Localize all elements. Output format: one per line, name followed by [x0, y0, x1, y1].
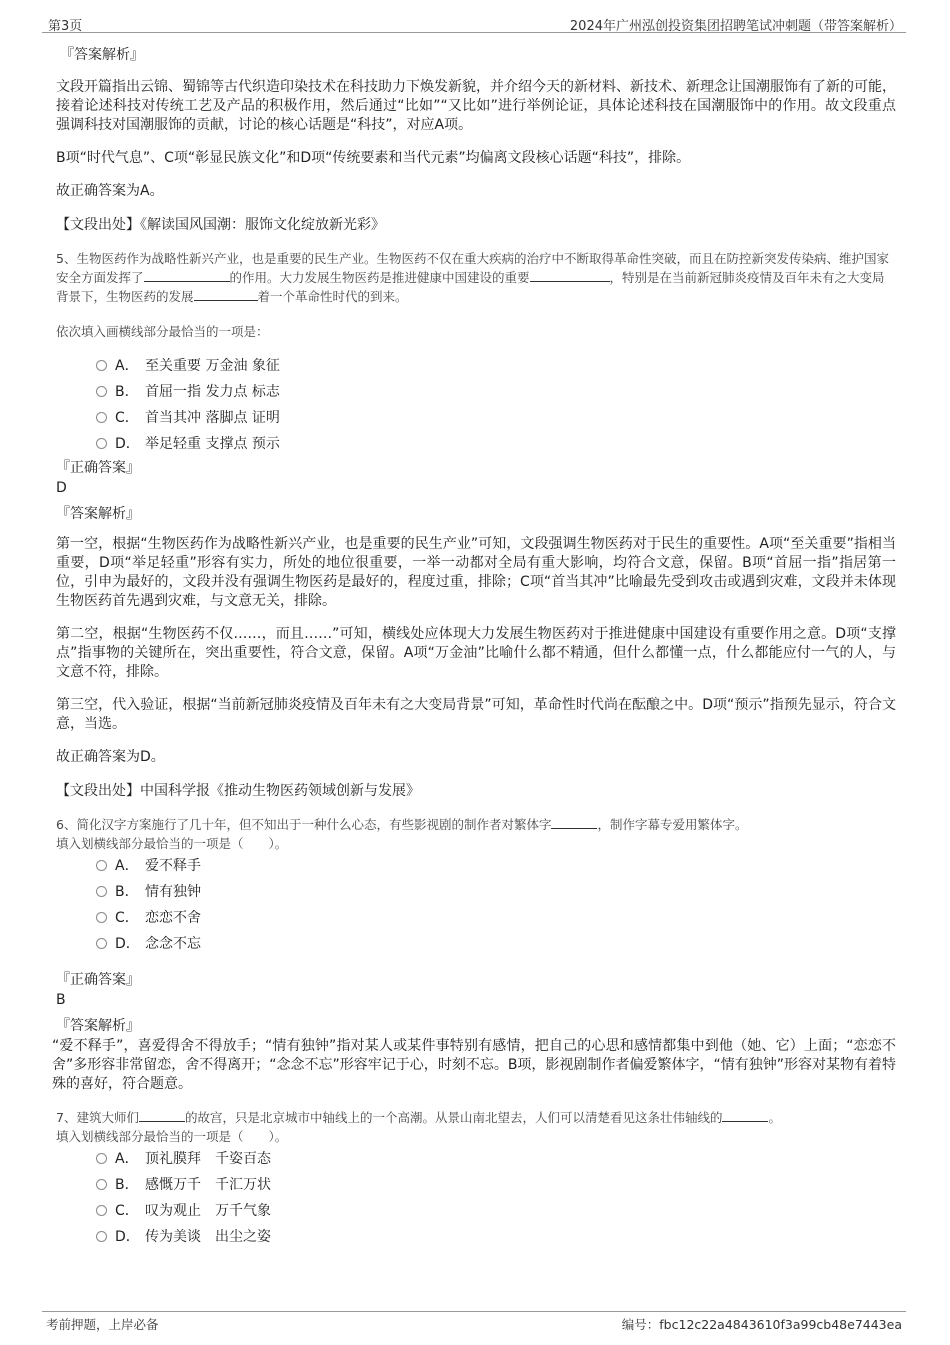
- radio-icon[interactable]: [96, 912, 107, 923]
- q5-analysis-label: 『答案解析』: [56, 506, 140, 522]
- q7-option-b[interactable]: B． 感慨万千 千汇万状: [96, 1172, 896, 1198]
- q7-blank-1: [139, 1108, 185, 1122]
- q6-option-a[interactable]: A． 爱不释手: [96, 853, 896, 879]
- q5-option-b[interactable]: B． 首屈一指 发力点 标志: [96, 379, 896, 405]
- q5-option-a[interactable]: A． 至关重要 万金油 象征: [96, 353, 896, 379]
- q5-analysis-p2: 第二空，根据“生物医药不仅……，而且……”可知，横线处应体现大力发展生物医药对于推进健康中国建设有重要作用之意。D项“支撑点”指事物的关键所在，突出重要性，符合文意，保留。A项“万金油”比喻什么都不精通，但什么都懂一点，什么都能应付一气的人，与文意不符，排除。: [56, 626, 896, 680]
- q7-option-d[interactable]: D． 传为美谈 出尘之姿: [96, 1224, 896, 1250]
- q5-source: 【文段出处】中国科学报《推动生物医药领域创新与发展》: [56, 783, 420, 799]
- q5-analysis-p1: 第一空，根据“生物医药作为战略性新兴产业，也是重要的民生产业”可知，文段强调生物医药对于民生的重要性。A项“至关重要”指相当重要，D项“举足轻重”形容有实力，所处的地位很重要，一举一动都对全局有重大影响，均符合文意，保留。B项“首屈一指”指居第一位，引申为最好的，文段并没有强调生物医药是最好的，程度过重，排除；C项“首当其冲”比喻最先受到攻击或遇到灾难，文段并未体现生物医药首先遇到灾难，与文意无关，排除。: [56, 536, 896, 609]
- q7-blank-2: [722, 1108, 768, 1122]
- radio-icon[interactable]: [96, 1153, 107, 1164]
- q4-analysis-p3: 故正确答案为A。: [56, 183, 164, 199]
- q7-option-a[interactable]: A． 顶礼膜拜 千姿百态: [96, 1146, 896, 1172]
- q6-analysis-label: 『答案解析』: [56, 1018, 140, 1034]
- q6-answer-label: 『正确答案』: [56, 972, 140, 988]
- radio-icon[interactable]: [96, 938, 107, 949]
- q6-option-d[interactable]: D． 念念不忘: [96, 931, 896, 957]
- q5-answer: D: [56, 480, 67, 496]
- q4-analysis-p2: B项“时代气息”、C项“彰显民族文化”和D项“传统要素和当代元素”均偏离文段核心话题“科技”，排除。: [56, 150, 691, 166]
- q5-analysis-p4: 故正确答案为D。: [56, 749, 165, 765]
- q5-option-d[interactable]: D． 举足轻重 支撑点 预示: [96, 431, 896, 457]
- q6-analysis-p1: “爱不释手”，喜爱得舍不得放手；“情有独钟”指对某人或某件事特别有感情，把自己的心思和感情都集中到他（她、它）上面；“恋恋不舍”多形容非常留恋，舍不得离开；“念念不忘”形容牢记于心，时刻不忘。B项，影视剧制作者偏爱繁体字，“情有独钟”形容对某物有着特殊的喜好，符合题意。: [52, 1038, 896, 1092]
- q6-hint: 填入划横线部分最恰当的一项是（ ）。: [56, 836, 288, 851]
- radio-icon[interactable]: [96, 438, 107, 449]
- radio-icon[interactable]: [96, 412, 107, 423]
- q7-option-c[interactable]: C． 叹为观止 万千气象: [96, 1198, 896, 1224]
- q5-hint: 依次填入画横线部分最恰当的一项是：: [56, 324, 269, 339]
- q5-blank-1: [144, 268, 230, 282]
- q5-blank-2: [530, 268, 610, 282]
- q6-blank: [551, 815, 597, 829]
- radio-icon[interactable]: [96, 1231, 107, 1242]
- document-code: 编号：fbc12c22a4843610f3a99cb48e7443ea: [621, 1317, 902, 1332]
- footer-slogan: 考前押题，上岸必备: [46, 1317, 159, 1332]
- radio-icon[interactable]: [96, 1179, 107, 1190]
- radio-icon[interactable]: [96, 386, 107, 397]
- q5-answer-label: 『正确答案』: [56, 460, 140, 476]
- q7-stem: 7、建筑大师们 的故宫，只是北京城市中轴线上的一个高潮。从景山南北望去，人们可以清楚看见这条壮伟轴线的 。: [56, 1110, 781, 1125]
- radio-icon[interactable]: [96, 1205, 107, 1216]
- q5-analysis-p3: 第三空，代入验证，根据“当前新冠肺炎疫情及百年未有之大变局背景”可知，革命性时代尚在酝酿之中。D项“预示”指预先显示，符合文意，当选。: [56, 697, 896, 732]
- q6-stem: 6、简化汉字方案施行了几十年，但不知出于一种什么心态，有些影视剧的制作者对繁体字 ，制作字幕专爱用繁体字。: [56, 817, 748, 832]
- q4-analysis-p1: 文段开篇指出云锦、蜀锦等古代织造印染技术在科技助力下焕发新貌，并介绍今天的新材料、新技术、新理念让国潮服饰有了新的可能，接着论述科技对传统工艺及产品的积极作用，然后通过“比如”“又比如”进行举例论证，具体论述科技在国潮服饰中的作用。故文段重点强调科技对国潮服饰的贡献，讨论的核心话题是“科技”，对应A项。: [56, 79, 896, 133]
- q7-hint: 填入划横线部分最恰当的一项是（ ）。: [56, 1129, 288, 1144]
- q5-stem: 5、生物医药作为战略性新兴产业，也是重要的民生产业。生物医药不仅在重大疾病的治疗中不断取得革命性突破，而且在防控新突发传染病、维护国家安全方面发挥了 的作用。大力发展生物医药是推进健康中国建设的重要 ，特别是在当前新冠肺炎疫情及百年未有之大变局背景下，生物医药的发展 着一个革命性时代的到来。: [56, 251, 889, 304]
- document-content: [52, 44, 896, 1250]
- q7-options: [56, 1146, 896, 1250]
- q4-source: 【文段出处】《解读国风国潮：服饰文化绽放新光彩》: [56, 217, 385, 233]
- q6-option-c[interactable]: C． 恋恋不舍: [96, 905, 896, 931]
- page-header: [42, 10, 906, 33]
- page-number: 第3页: [48, 19, 83, 34]
- radio-icon[interactable]: [96, 860, 107, 871]
- q5-option-c[interactable]: C． 首当其冲 落脚点 证明: [96, 405, 896, 431]
- radio-icon[interactable]: [96, 886, 107, 897]
- q6-answer: B: [56, 992, 66, 1008]
- q6-option-b[interactable]: B． 情有独钟: [96, 879, 896, 905]
- q5-blank-3: [194, 287, 258, 301]
- radio-icon[interactable]: [96, 360, 107, 371]
- q5-options: [56, 353, 896, 457]
- page-footer: [42, 1311, 906, 1332]
- q4-analysis-label: 『答案解析』: [60, 47, 144, 63]
- q6-options: [56, 853, 896, 957]
- document-title: 2024年广州泓创投资集团招聘笔试冲刺题（带答案解析）: [569, 19, 902, 34]
